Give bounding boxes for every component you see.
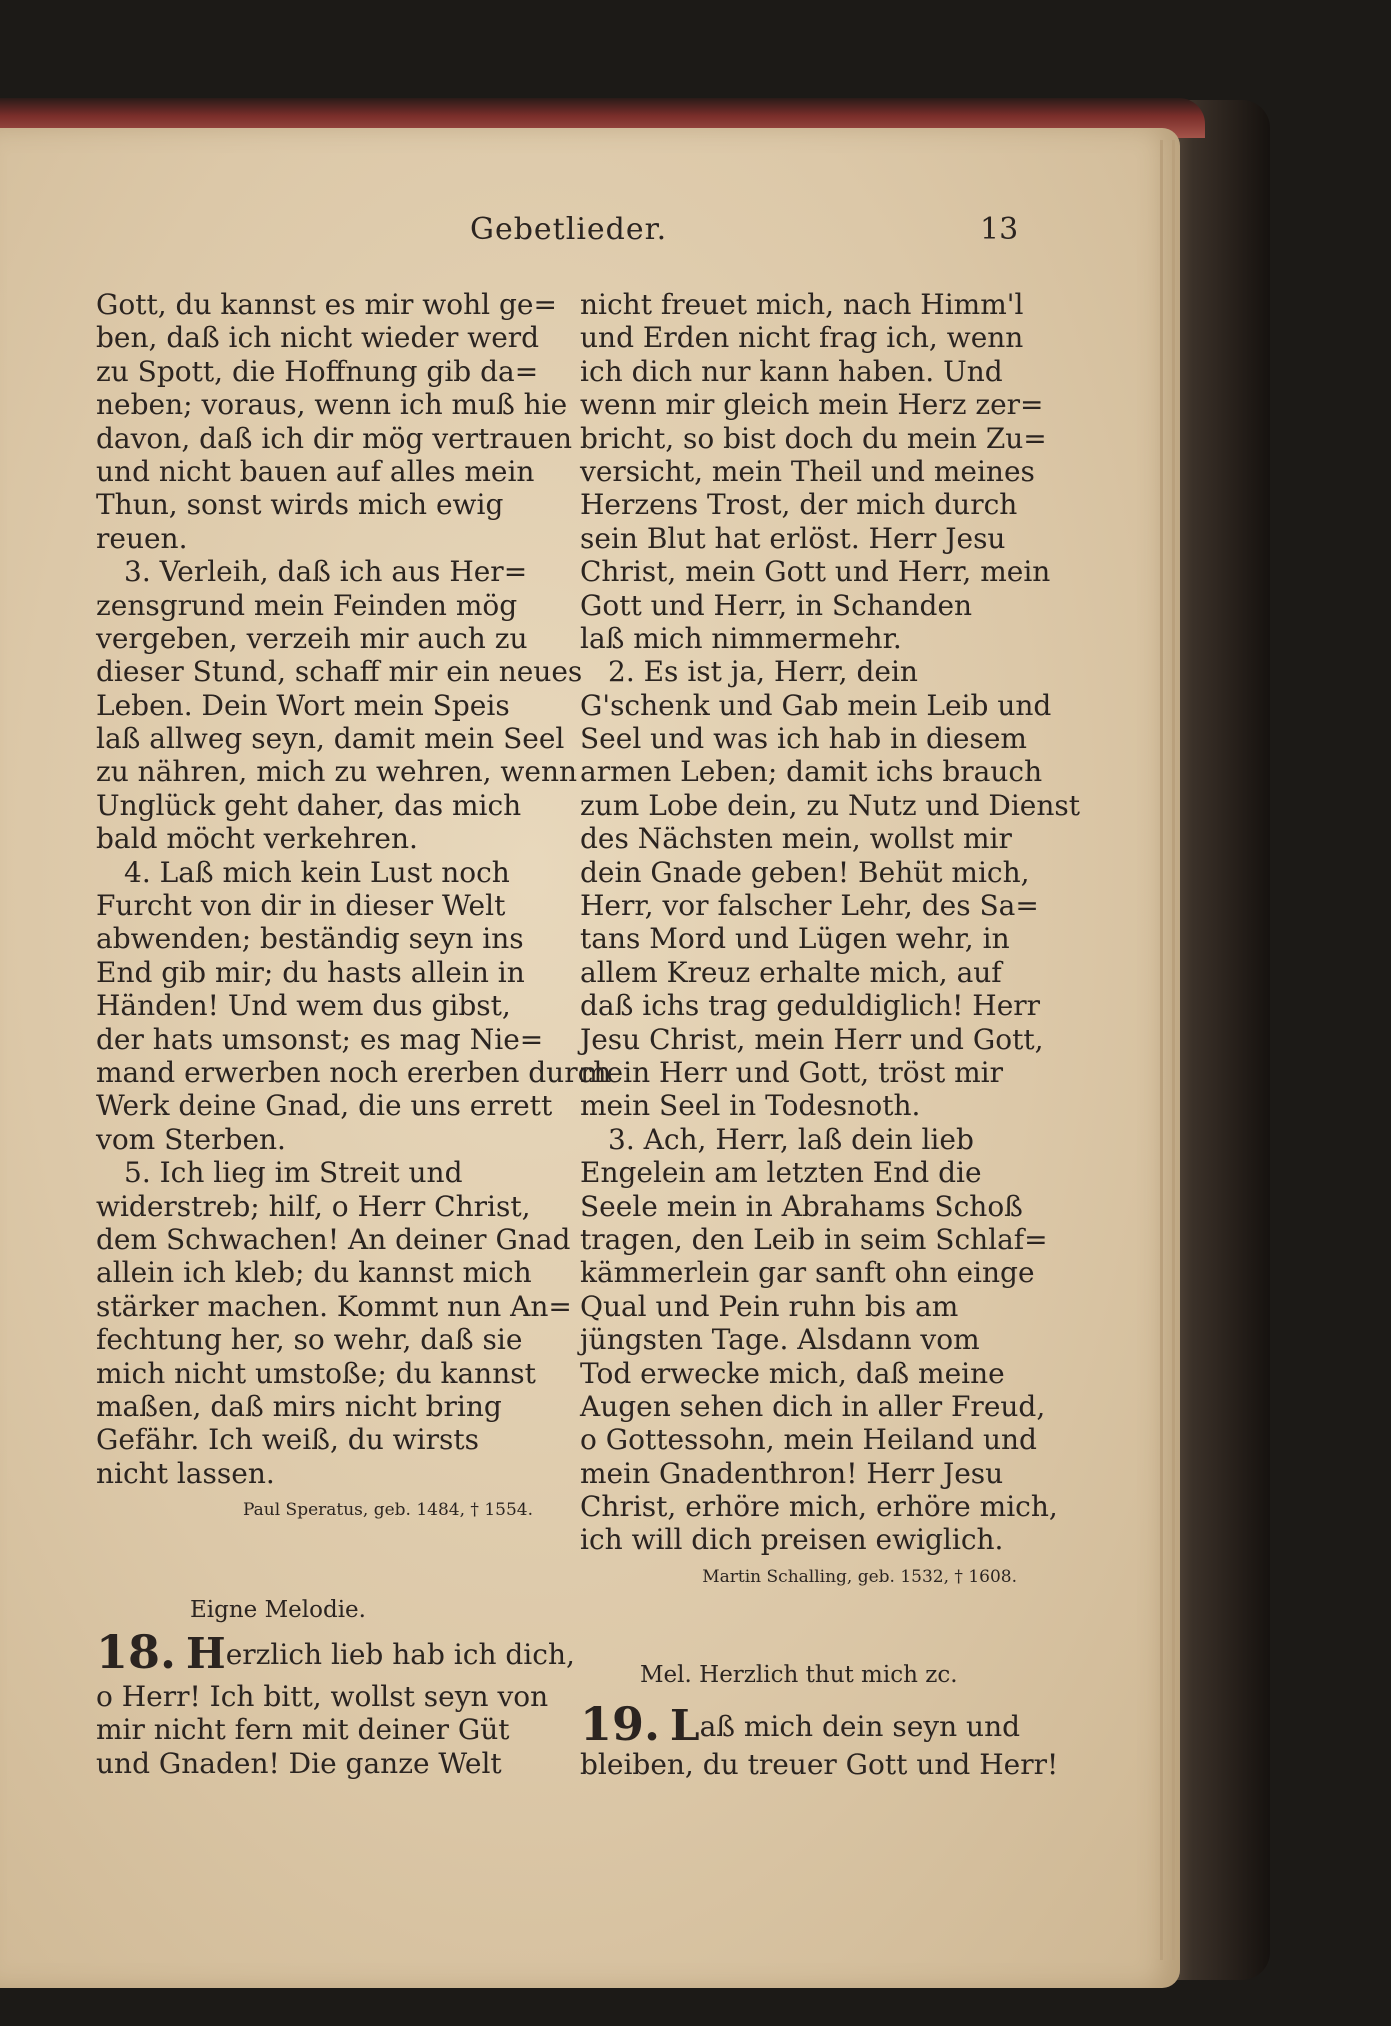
text-line: Herzens Trost, der mich durch [580,488,1018,522]
text-line: zum Lobe dein, zu Nutz und Dienst [580,788,1081,822]
text-line: jüngsten Tage. Alsdann vom [580,1323,980,1357]
hymn-number: 18. [96,1625,177,1679]
text-line: nicht freuet mich, nach Himm'l [580,288,1024,321]
running-head: Gebetlieder. [470,212,668,247]
text-line: wenn mir gleich mein Herz zer= [580,388,1044,422]
hymn-18-first-line [96,1625,575,1679]
text-line: bald möcht verkehren. [96,822,418,856]
text-line: mein Seel in Todesnoth. [580,1089,921,1123]
text-line: Händen! Und wem dus gibst, [96,989,511,1023]
text-line: zu Spott, die Hoffnung gib da= [96,354,539,388]
text-line: mir nicht fern mit deiner Güt [96,1713,510,1747]
text-line: o Herr! Ich bitt, wollst seyn von [96,1680,549,1713]
text-line: tans Mord und Lügen wehr, in [580,922,1010,956]
left-column [96,288,612,1530]
text-line: nicht lassen. [96,1456,275,1490]
text-line: und nicht bauen auf alles mein [96,454,535,488]
text-line: Jesu Christ, mein Herr und Gott, [580,1022,1044,1056]
hymn-19-first-line [580,1697,1021,1751]
text-line: Seel und was ich hab in diesem [580,722,1027,756]
text-line: o Gottessohn, mein Heiland und [580,1423,1037,1457]
text-line: daß ichs trag geduldiglich! Herr [580,989,1041,1023]
text-line: sein Blut hat erlöst. Herr Jesu [580,521,1006,555]
drop-cap: H [186,1629,226,1678]
text-line: allem Kreuz erhalte mich, auf [580,955,1002,989]
verse-start-line: 3. Verleih, daß ich aus Her= [124,555,528,589]
text-line: Christ, mein Gott und Herr, mein [580,555,1051,589]
text-line: und Gnaden! Die ganze Welt [96,1746,502,1780]
text-line: End gib mir; du hasts allein in [96,955,525,989]
text-line: der hats umsonst; es mag Nie= [96,1022,544,1056]
text-line: armen Leben; damit ichs brauch [580,755,1043,789]
hymn-first-line-text: aß mich dein seyn und [699,1710,1021,1743]
verse-start-line: 2. Es ist ja, Herr, dein [608,655,918,689]
page-edge-line [1160,140,1163,1960]
text-line: davon, daß ich dir mög vertrauen [96,421,573,455]
text-line: dem Schwachen! An deiner Gnad [96,1222,571,1256]
text-line: mich nicht umstoße; du kannst [96,1356,536,1390]
text-line: G'schenk und Gab mein Leib und [580,688,1052,722]
text-line: vergeben, verzeih mir auch zu [96,621,528,655]
verse-start-line: 5. Ich lieg im Streit und [124,1156,463,1190]
text-line: mein Gnadenthron! Herr Jesu [580,1456,1004,1490]
text-line: mein Herr und Gott, tröst mir [580,1055,1003,1089]
text-line: Gott, du kannst es mir wohl ge= [96,288,557,321]
hymn-number: 19. [580,1697,661,1751]
text-line: Werk deine Gnad, die uns errett [96,1089,553,1123]
text-line: maßen, daß mirs nicht bring [96,1389,502,1423]
text-line: stärker machen. Kommt nun An= [96,1289,572,1323]
text-line: und Erden nicht frag ich, wenn [580,321,1024,355]
text-line: ben, daß ich nicht wieder werd [96,321,540,355]
author-attribution: Paul Speratus, geb. 1484, † 1554. [242,1500,533,1521]
text-line: Qual und Pein ruhn bis am [580,1289,959,1323]
right-column [580,288,1081,1597]
text-line: mand erwerben noch ererben durch [96,1055,612,1089]
text-line: ich dich nur kann haben. Und [580,354,1003,388]
hymn-19-lines [580,1748,1058,1781]
text-line: allein ich kleb; du kannst mich [96,1256,532,1290]
text-line: dieser Stund, schaff mir ein neues [96,655,583,689]
text-line: Tod erwecke mich, daß meine [580,1356,1005,1390]
text-line: vom Sterben. [96,1122,286,1156]
text-line: Engelein am letzten End die [580,1156,982,1190]
melody-heading: Eigne Melodie. [190,1597,366,1623]
text-line: Unglück geht daher, das mich [96,788,522,822]
text-line: Gefähr. Ich weiß, du wirsts [96,1423,479,1457]
text-line: ich will dich preisen ewiglich. [580,1523,1004,1557]
text-line: widerstreb; hilf, o Herr Christ, [96,1189,531,1223]
hymn-first-line-text: erzlich lieb hab ich dich, [225,1638,575,1671]
page-number: 13 [980,212,1019,247]
verse-start-line: 4. Laß mich kein Lust noch [124,855,510,889]
text-line: bricht, so bist doch du mein Zu= [580,421,1047,455]
page-edge-line [1172,140,1175,1960]
text-line: Leben. Dein Wort mein Speis [96,688,510,722]
text-line: tragen, den Leib in seim Schlaf= [580,1222,1048,1256]
text-line: des Nächsten mein, wollst mir [580,822,1012,856]
melody-heading: Mel. Herzlich thut mich zc. [640,1662,958,1688]
text-line: Christ, erhöre mich, erhöre mich, [580,1490,1058,1524]
text-line: versicht, mein Theil und meines [580,454,1035,488]
text-line: zensgrund mein Feinden mög [96,588,518,622]
text-line: laß allweg seyn, damit mein Seel [96,722,565,756]
text-line: abwenden; beständig seyn ins [96,922,524,956]
text-line: reuen. [96,521,188,555]
text-line: Furcht von dir in dieser Welt [96,889,506,923]
text-line: Augen sehen dich in aller Freud, [580,1389,1046,1423]
text-line: neben; voraus, wenn ich muß hie [96,388,568,422]
text-line: Seele mein in Abrahams Schoß [580,1189,1023,1223]
text-line: kämmerlein gar sanft ohn einge [580,1256,1035,1290]
text-line: zu nähren, mich zu wehren, wenn [96,755,578,789]
text-line: dein Gnade geben! Behüt mich, [580,855,1030,889]
drop-cap: L [670,1701,700,1750]
verse-start-line: 3. Ach, Herr, laß dein lieb [608,1122,974,1156]
text-line: Herr, vor falscher Lehr, des Sa= [580,889,1039,923]
text-line: bleiben, du treuer Gott und Herr! [580,1748,1059,1781]
text-line: fechtung her, so wehr, daß sie [96,1323,523,1357]
text-line: Gott und Herr, in Schanden [580,588,973,622]
author-attribution: Martin Schalling, geb. 1532, † 1608. [702,1566,1017,1587]
hymn-18-lines [96,1680,548,1780]
text-line: Thun, sonst wirds mich ewig [96,488,504,522]
text-line: laß mich nimmermehr. [580,621,902,655]
